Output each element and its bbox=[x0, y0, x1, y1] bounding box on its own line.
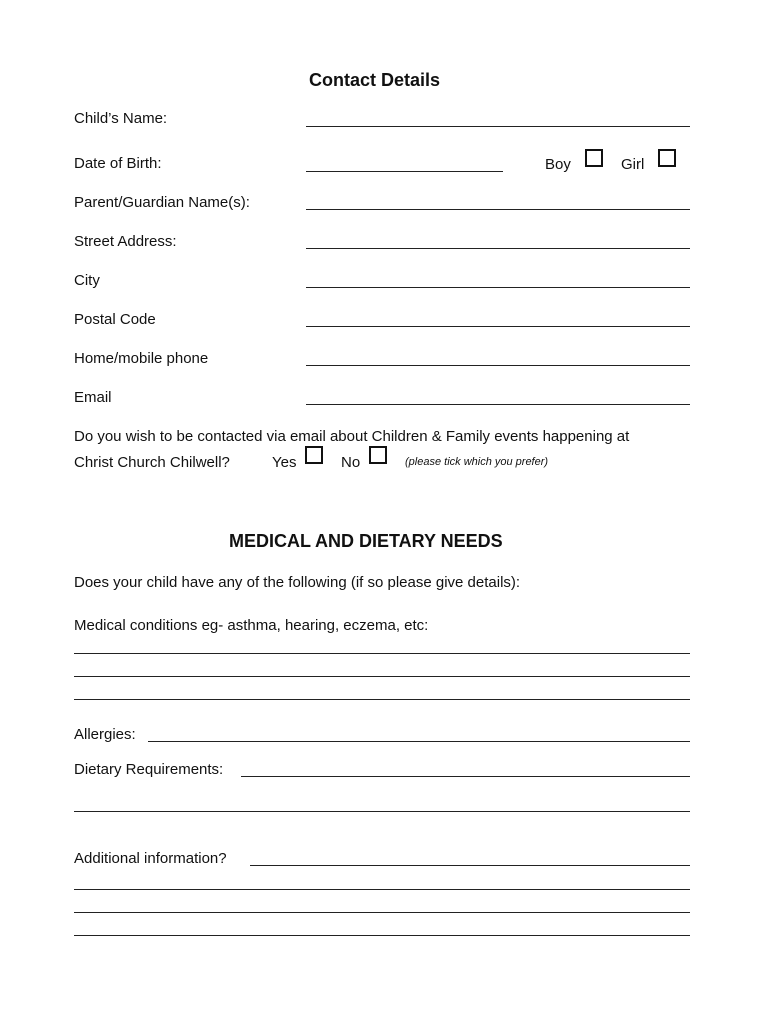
child-name-label: Child’s Name: bbox=[74, 110, 168, 127]
yes-label: Yes bbox=[272, 454, 297, 471]
dietary-requirements-field[interactable] bbox=[241, 776, 690, 777]
boy-label: Boy bbox=[545, 156, 571, 173]
allergies-field[interactable] bbox=[148, 741, 690, 742]
tick-preference-note: (please tick which you prefer) bbox=[405, 456, 549, 468]
medical-conditions-line[interactable] bbox=[74, 699, 690, 700]
phone-field[interactable] bbox=[306, 365, 690, 366]
additional-info-label: Additional information? bbox=[74, 850, 227, 867]
no-checkbox[interactable] bbox=[369, 446, 387, 464]
yes-checkbox[interactable] bbox=[305, 446, 323, 464]
medical-dietary-title: MEDICAL AND DIETARY NEEDS bbox=[229, 531, 503, 551]
dob-field[interactable] bbox=[306, 171, 503, 172]
child-name-field[interactable] bbox=[306, 126, 690, 127]
email-field[interactable] bbox=[306, 404, 690, 405]
postal-code-field[interactable] bbox=[306, 326, 690, 327]
email-contact-question: Do you wish to be contacted via email about Children & Family events happening at bbox=[74, 428, 630, 445]
parent-guardian-field[interactable] bbox=[306, 209, 690, 210]
dietary-requirements-label: Dietary Requirements: bbox=[74, 761, 224, 778]
medical-conditions-label: Medical conditions eg- asthma, hearing, eczema, etc: bbox=[74, 617, 429, 634]
dob-label: Date of Birth: bbox=[74, 155, 162, 172]
additional-info-line[interactable] bbox=[74, 912, 690, 913]
email-label: Email bbox=[74, 389, 112, 406]
email-contact-question-line2: Christ Church Chilwell? bbox=[74, 454, 230, 471]
boy-checkbox[interactable] bbox=[585, 149, 603, 167]
dietary-requirements-line[interactable] bbox=[74, 811, 690, 812]
contact-details-title: Contact Details bbox=[309, 70, 441, 90]
city-label: City bbox=[74, 272, 100, 289]
medical-conditions-line[interactable] bbox=[74, 653, 690, 654]
postal-code-label: Postal Code bbox=[74, 311, 156, 328]
medical-intro: Does your child have any of the following (if so please give details): bbox=[74, 574, 521, 591]
street-address-label: Street Address: bbox=[74, 233, 177, 250]
additional-info-line[interactable] bbox=[74, 889, 690, 890]
medical-conditions-line[interactable] bbox=[74, 676, 690, 677]
additional-info-line[interactable] bbox=[74, 935, 690, 936]
no-label: No bbox=[341, 454, 361, 471]
additional-info-field[interactable] bbox=[250, 865, 690, 866]
phone-label: Home/mobile phone bbox=[74, 350, 209, 367]
girl-checkbox[interactable] bbox=[658, 149, 676, 167]
street-address-field[interactable] bbox=[306, 248, 690, 249]
city-field[interactable] bbox=[306, 287, 690, 288]
girl-label: Girl bbox=[621, 156, 645, 173]
parent-guardian-label: Parent/Guardian Name(s): bbox=[74, 194, 250, 211]
allergies-label: Allergies: bbox=[74, 726, 136, 743]
